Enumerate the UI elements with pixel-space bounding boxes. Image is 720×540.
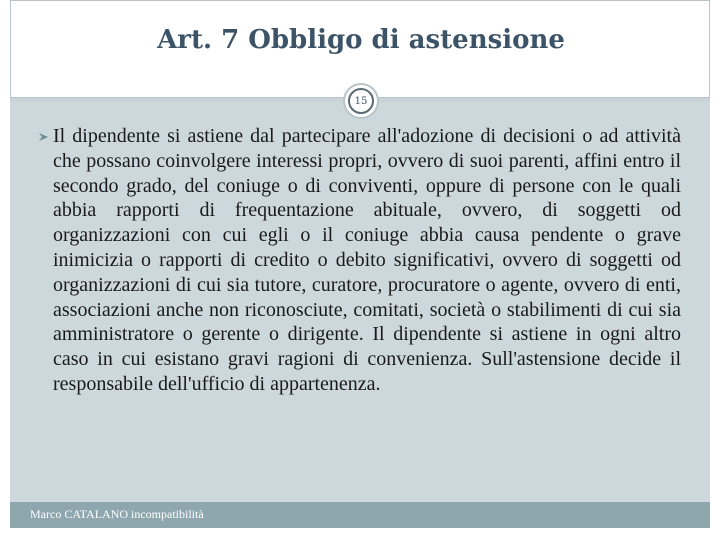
footer-text: Marco CATALANO incompatibilità <box>30 507 204 521</box>
page-number: 15 <box>348 88 374 114</box>
body-paragraph: Il dipendente si astiene dal partecipare all'adozione di decisioni o ad attività che possano coinvolgere interessi propri, ovvero di suoi parenti, affini entro il secondo grado, del coniuge o di conviventi, oppure di persone con le quali abbia rapporti di frequentazione abituale, ovvero, di soggetti od organizzazioni con cui egli o il coniuge abbia causa pendente o grave inimicizia o rapporti di credito o debito significativi, ovvero di soggetti od organizzazioni di cui sia tutore, curatore, procuratore o agente, ovvero di enti, associazioni anche non riconosciute, comitati, società o stabilimenti di cui sia amministratore o gerente o dirigente. Il dipendente si astiene in ogni altro caso in cui esistano gravi ragioni di convenienza. Sull'astensione decide il responsabile dell'ufficio di appartenenza. <box>53 125 681 395</box>
page-number-badge <box>343 83 379 119</box>
arrow-bullet-icon <box>38 131 50 143</box>
slide-title: Art. 7 Obbligo di astensione <box>157 25 565 55</box>
